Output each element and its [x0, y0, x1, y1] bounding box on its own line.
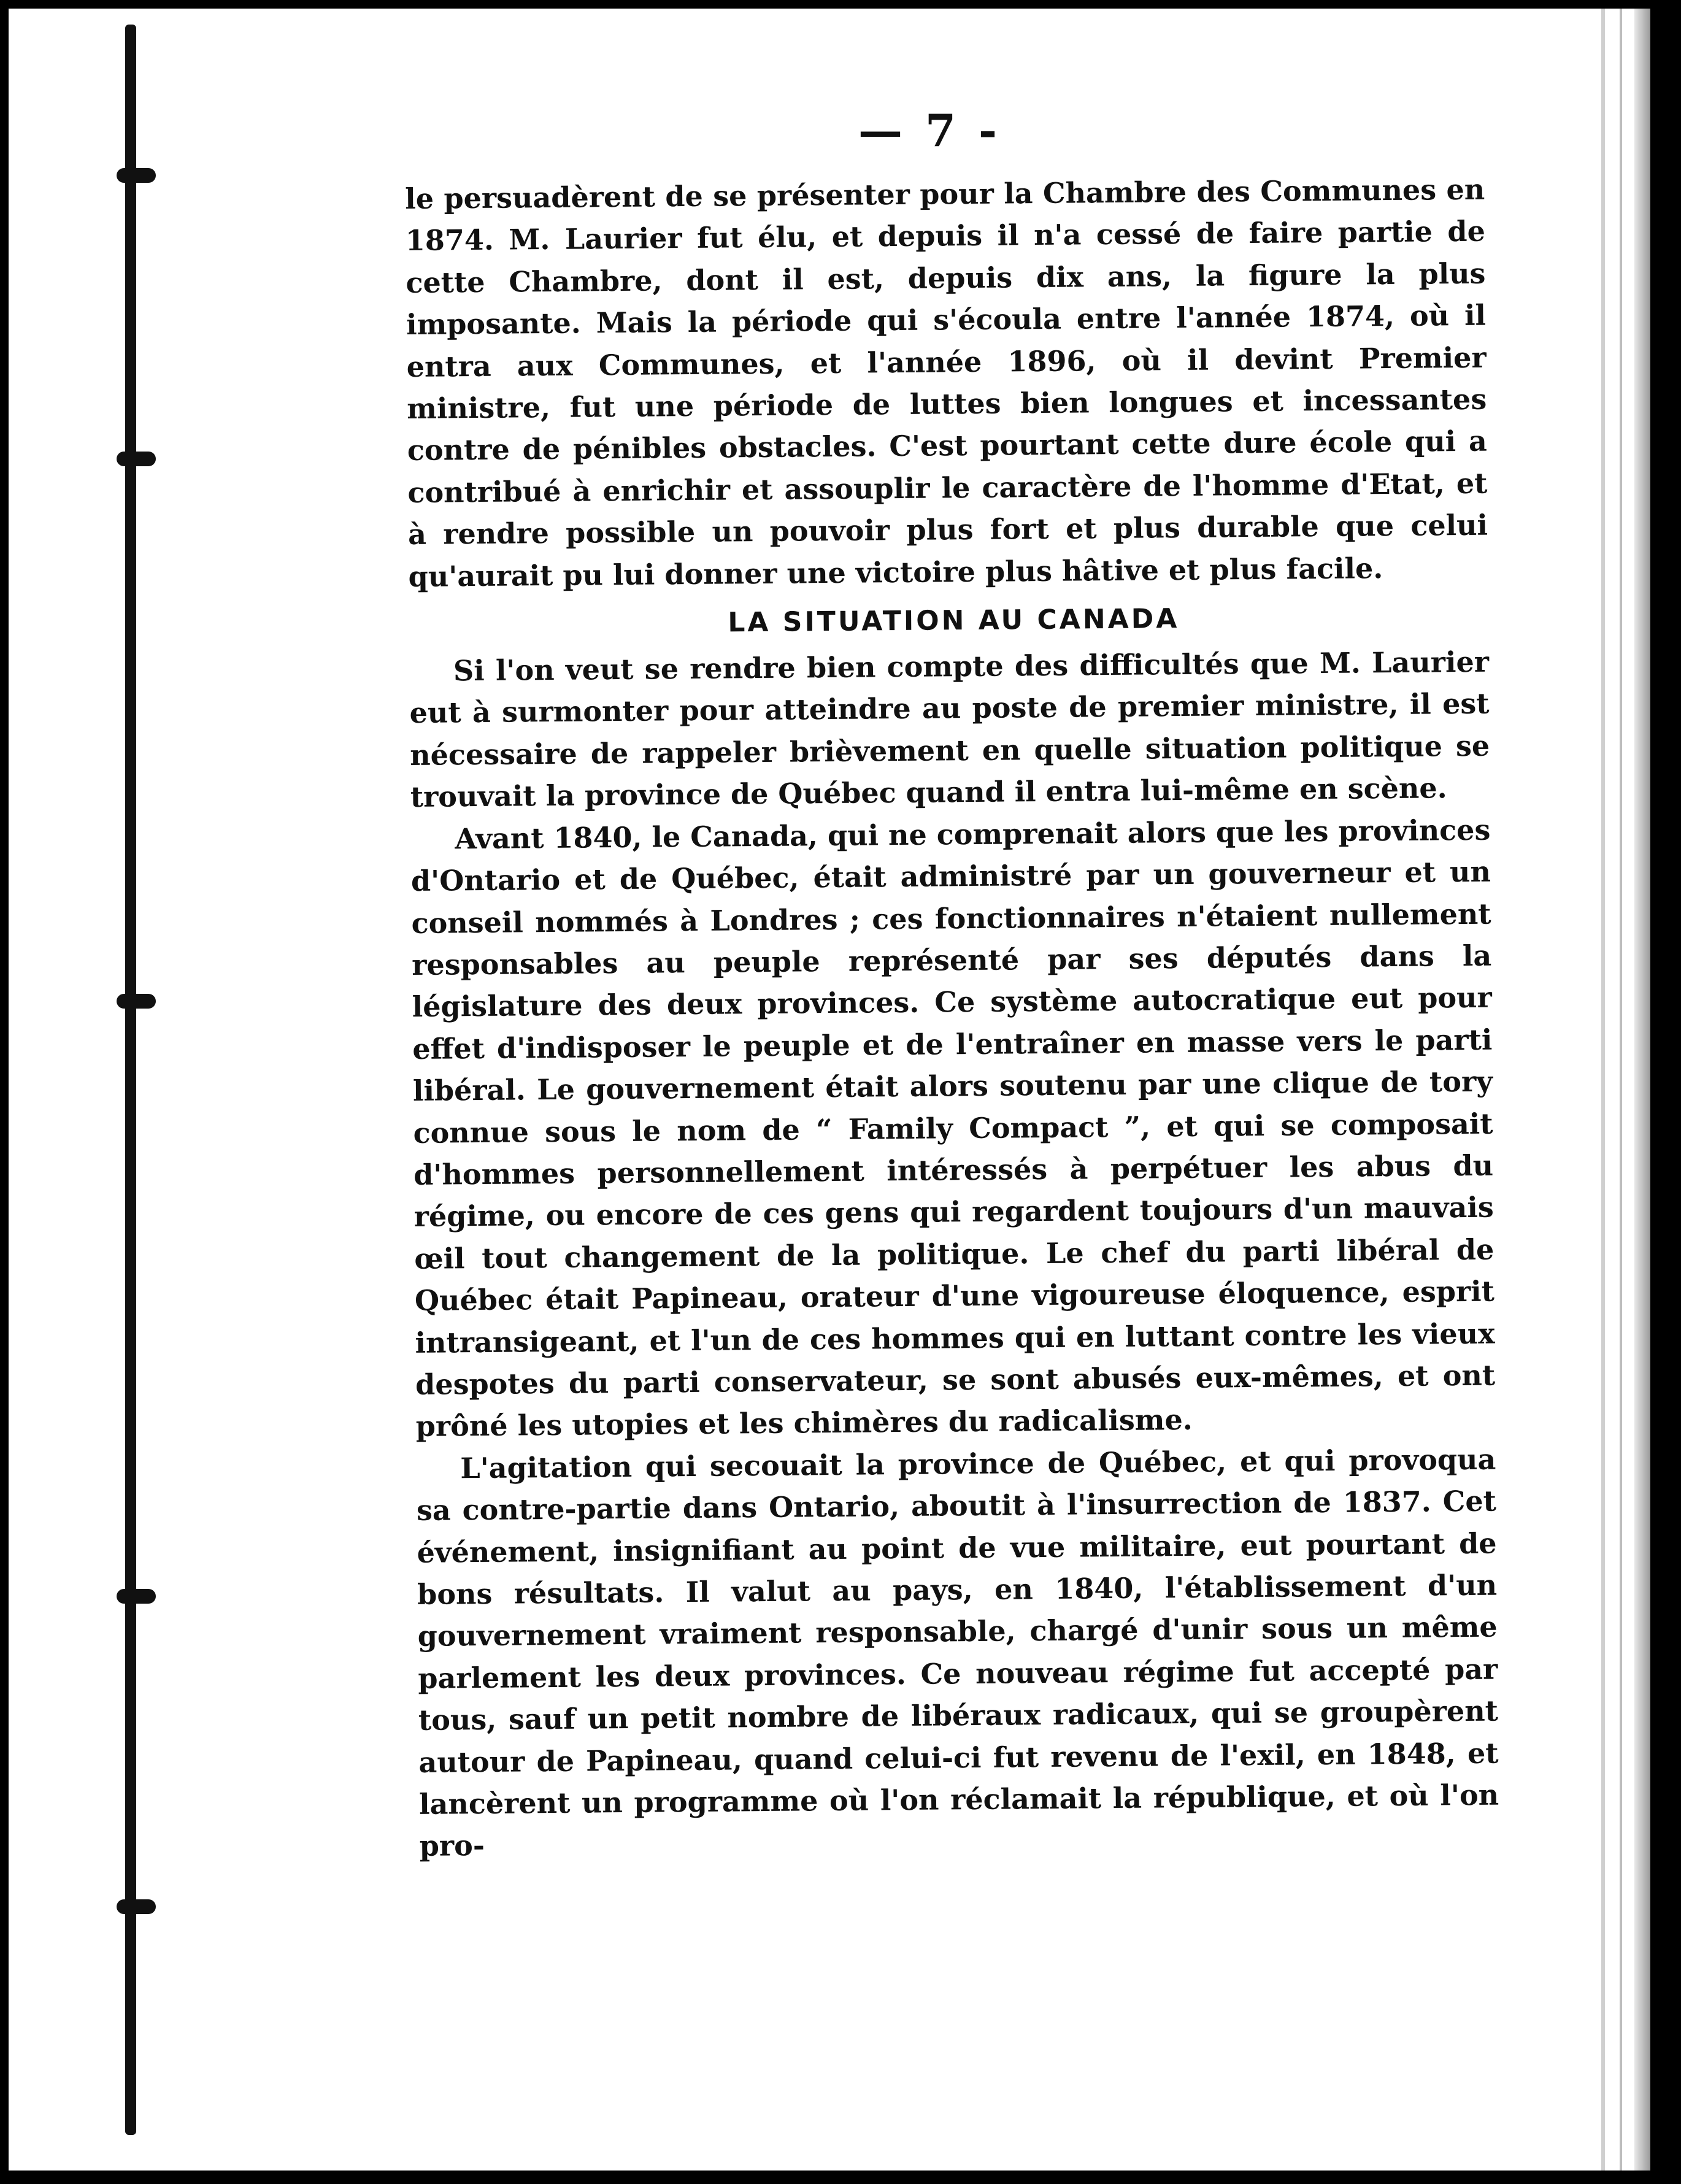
binding-stitch — [117, 168, 156, 183]
binding-stitch — [117, 994, 156, 1009]
scan-border-bottom — [0, 2171, 1681, 2184]
page-edge-shadow — [1634, 9, 1650, 2171]
page-edge-shadow — [1601, 9, 1605, 2171]
binding-stitch — [117, 1899, 156, 1914]
section-heading: LA SITUATION AU CANADA — [728, 603, 1180, 639]
paragraph: L'agitation qui secouait la province de Québec, et qui provoqua sa contre-partie dans Ontario, aboutit à l'insurrection de 1837. Cet événement, insignifiant au point de vue militaire, eut pourtant de bons résultats. Il valut au pays, en 1840, l'établissement d'un gouvernement vraiment responsable, chargé d'unir sous un même parlement les deux provinces. Ce nouveau régime fut accepté par tous, sauf un petit nombre de libéraux radicaux, qui se groupèrent autour de Papineau, quand celui-ci fut revenu de l'exil, en 1848, et lancèrent un programme où l'on réclamait la république, et où l'on pro- — [416, 1442, 1499, 1863]
binding-thread — [125, 25, 136, 2135]
page-edge-shadow — [1620, 9, 1622, 2171]
scan-border-left — [0, 0, 9, 2184]
binding-stitch — [117, 1589, 156, 1604]
paragraph: le persuadèrent de se présenter pour la Chambre des Communes en 1874. M. Laurier fut élu, et depuis il n'a cessé de faire partie de cette Chambre, dont il est, depuis dix ans, la figure la plus imposante. Mais la période qui s'écoula entre l'année 1874, où il entra aux Communes, et l'année 1896, où il devint Premier ministre, fut une période de luttes bien longues et incessantes contre de pénibles obstacles. C'est pourtant cette dure école qui a contribué à enrichir et assouplir le caractère de l'homme d'Etat, et à rendre possible un pouvoir plus fort et plus durable que celui qu'aurait pu lui donner une victoire plus hâtive et plus facile. — [405, 172, 1488, 593]
page-number: — 7 - — [858, 104, 1001, 156]
scan-border-top — [0, 0, 1681, 9]
page-body — [405, 169, 1499, 1867]
paragraph: Avant 1840, le Canada, qui ne comprenait alors que les provinces d'Ontario et de Québec, était administré par un gouverneur et un conseil nommés à Londres ; ces fonctionnaires n'étaient nullement responsables au peuple représenté par ses députés dans la législature des deux provinces. Ce système autocratique eut pour effet d'indisposer le peuple et de l'entraîner en masse vers le parti libéral. Le gouvernement était alors soutenu par une clique de tory connue sous le nom de “ Family Compact ”, et qui se composait d'hommes personnellement intéressés à perpétuer les abus du régime, ou encore de ces gens qui regardent toujours d'un mauvais œil tout changement de la politique. Le chef du parti libéral de Québec était Papineau, orateur d'une vigoureuse éloquence, esprit intransigeant, et l'un de ces hommes qui en luttant contre les vieux despotes du parti conservateur, se sont abusés eux-mêmes, et ont prôné les utopies et les chimères du radicalisme. — [410, 813, 1496, 1444]
paragraph: Si l'on veut se rendre bien compte des difficultés que M. Laurier eut à surmonter pour atteindre au poste de premier ministre, il est nécessaire de rappeler brièvement en quelle situation politique se trouvait la province de Québec quand il entra lui-même en scène. — [409, 645, 1490, 814]
binding-stitch — [117, 452, 156, 466]
scan-border-right — [1650, 0, 1681, 2184]
